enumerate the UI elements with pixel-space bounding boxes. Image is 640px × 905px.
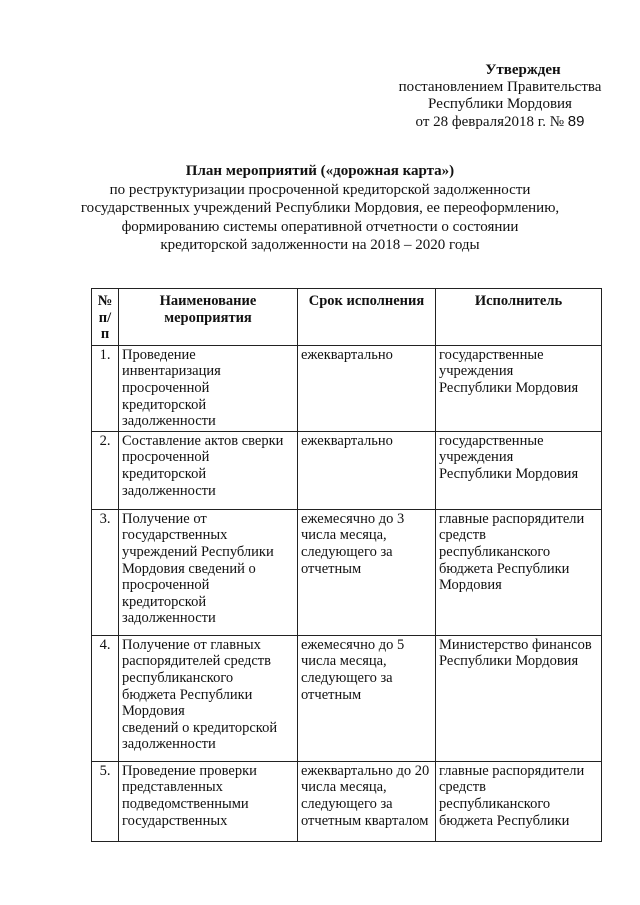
- row-term: [298, 431, 436, 509]
- row-executor: [436, 345, 602, 431]
- approval-date-line: [380, 113, 620, 131]
- table-row: [92, 761, 602, 841]
- approval-line-1: постановлением Правительства: [398, 79, 602, 95]
- row-term-line: ежеквартально до 20: [301, 762, 430, 779]
- row-executor-line: Республики Мордовия: [439, 465, 579, 482]
- row-name-line: подведомственными: [122, 795, 249, 812]
- row-term-line: числа месяца,: [301, 779, 387, 796]
- row-executor-line: главные распорядители: [439, 510, 585, 527]
- row-executor-line: государственные: [439, 346, 544, 363]
- row-name: [119, 431, 298, 509]
- row-name-line: инвентаризация: [122, 363, 221, 380]
- row-name-line: Мордовия сведений о: [122, 560, 256, 577]
- row-name-line: просроченной: [122, 577, 210, 594]
- title-main: План мероприятий («дорожная карта»): [185, 163, 455, 179]
- row-name-line: бюджета Республики: [122, 686, 253, 703]
- row-executor: [436, 431, 602, 509]
- table-row: [92, 345, 602, 431]
- row-executor-line: учреждения: [439, 449, 514, 466]
- row-name-line: кредиторской: [122, 465, 207, 482]
- title-line-4: кредиторской задолженности на 2018 – 2020 годы: [160, 237, 480, 253]
- table-row: [92, 431, 602, 509]
- row-executor-line: республиканского: [439, 543, 551, 560]
- approval-number-sign: №: [549, 114, 565, 130]
- row-executor: [436, 635, 602, 761]
- row-name-line: задолженности: [122, 413, 216, 430]
- row-term-line: ежемесячно до 3: [301, 510, 405, 527]
- approval-heading: Утвержден: [485, 62, 561, 78]
- row-term-line: отчетным: [301, 686, 362, 703]
- approval-number: 89: [567, 113, 585, 130]
- table-body: [92, 345, 602, 841]
- row-term: [298, 761, 436, 841]
- row-term-line: следующего за: [301, 795, 393, 812]
- row-name-line: кредиторской: [122, 593, 207, 610]
- row-name: [119, 761, 298, 841]
- row-name-line: Составление актов сверки: [122, 432, 284, 449]
- row-term-line: следующего за: [301, 669, 393, 686]
- row-executor-line: средств: [439, 527, 486, 544]
- row-executor-line: республиканского: [439, 795, 551, 812]
- row-name: [119, 635, 298, 761]
- row-name-line: Получение от главных: [122, 636, 261, 653]
- row-executor-line: Республики Мордовия: [439, 653, 579, 670]
- approval-block: [380, 62, 620, 131]
- title-line-2: государственных учреждений Республики Мордовия, ее переоформлению,: [80, 200, 560, 216]
- row-name-line: республиканского: [122, 669, 234, 686]
- row-term: [298, 345, 436, 431]
- row-executor-line: бюджета Республики: [439, 560, 570, 577]
- row-name-line: задолженности: [122, 482, 216, 499]
- row-executor-line: учреждения: [439, 363, 514, 380]
- plan-table: [91, 288, 602, 842]
- row-name: [119, 509, 298, 635]
- row-term-line: следующего за: [301, 543, 393, 560]
- row-name-line: сведений о кредиторской: [122, 719, 278, 736]
- row-name-line: Мордовия: [122, 703, 185, 720]
- header-term: Срок исполнения: [298, 289, 436, 346]
- row-term: [298, 509, 436, 635]
- row-name: [119, 345, 298, 431]
- row-executor: [436, 509, 602, 635]
- header-num: № п/п: [92, 289, 119, 346]
- row-number: 3.: [92, 509, 119, 635]
- table-row: [92, 509, 602, 635]
- row-number: 2.: [92, 431, 119, 509]
- row-term-line: ежеквартально: [301, 432, 393, 449]
- row-executor-line: Мордовия: [439, 577, 502, 594]
- row-executor-line: бюджета Республики: [439, 812, 570, 829]
- approval-date-day: от 28: [415, 114, 449, 130]
- row-term-line: отчетным кварталом: [301, 812, 429, 829]
- row-number: 5.: [92, 761, 119, 841]
- header-name: Наименование мероприятия: [119, 289, 298, 346]
- table-row: [92, 635, 602, 761]
- row-term: [298, 635, 436, 761]
- row-executor-line: государственные: [439, 432, 544, 449]
- row-executor-line: средств: [439, 779, 486, 796]
- row-name-line: Получение от: [122, 510, 207, 527]
- row-term-line: ежеквартально: [301, 346, 393, 363]
- row-name-line: государственных: [122, 812, 228, 829]
- approval-line-2: Республики Мордовия: [428, 96, 572, 112]
- row-name-line: задолженности: [122, 610, 216, 627]
- title-line-1: по реструктуризации просроченной кредиторской задолженности: [109, 181, 531, 198]
- row-name-line: представленных: [122, 779, 223, 796]
- row-name-line: кредиторской: [122, 396, 207, 413]
- approval-date-month-year: февраля2018 г.: [451, 114, 546, 130]
- row-executor-line: Министерство финансов: [439, 636, 592, 653]
- title-line-3: формированию системы оперативной отчетности о состоянии: [121, 218, 519, 235]
- row-name-line: Проведение проверки: [122, 762, 257, 779]
- row-name-line: учреждений Республики: [122, 543, 274, 560]
- header-executor: Исполнитель: [436, 289, 602, 346]
- row-name-line: задолженности: [122, 736, 216, 753]
- row-name-line: распорядителей средств: [122, 653, 271, 670]
- row-executor: [436, 761, 602, 841]
- row-name-line: просроченной: [122, 379, 210, 396]
- row-executor-line: главные распорядители: [439, 762, 585, 779]
- document-title: [80, 162, 560, 255]
- row-number: 1.: [92, 345, 119, 431]
- row-term-line: числа месяца,: [301, 527, 387, 544]
- row-executor-line: Республики Мордовия: [439, 379, 579, 396]
- row-name-line: Проведение: [122, 346, 196, 363]
- row-term-line: числа месяца,: [301, 653, 387, 670]
- row-number: 4.: [92, 635, 119, 761]
- table-header-row: [92, 289, 602, 346]
- row-name-line: просроченной: [122, 449, 210, 466]
- row-term-line: отчетным: [301, 560, 362, 577]
- row-name-line: государственных: [122, 527, 228, 544]
- row-term-line: ежемесячно до 5: [301, 636, 405, 653]
